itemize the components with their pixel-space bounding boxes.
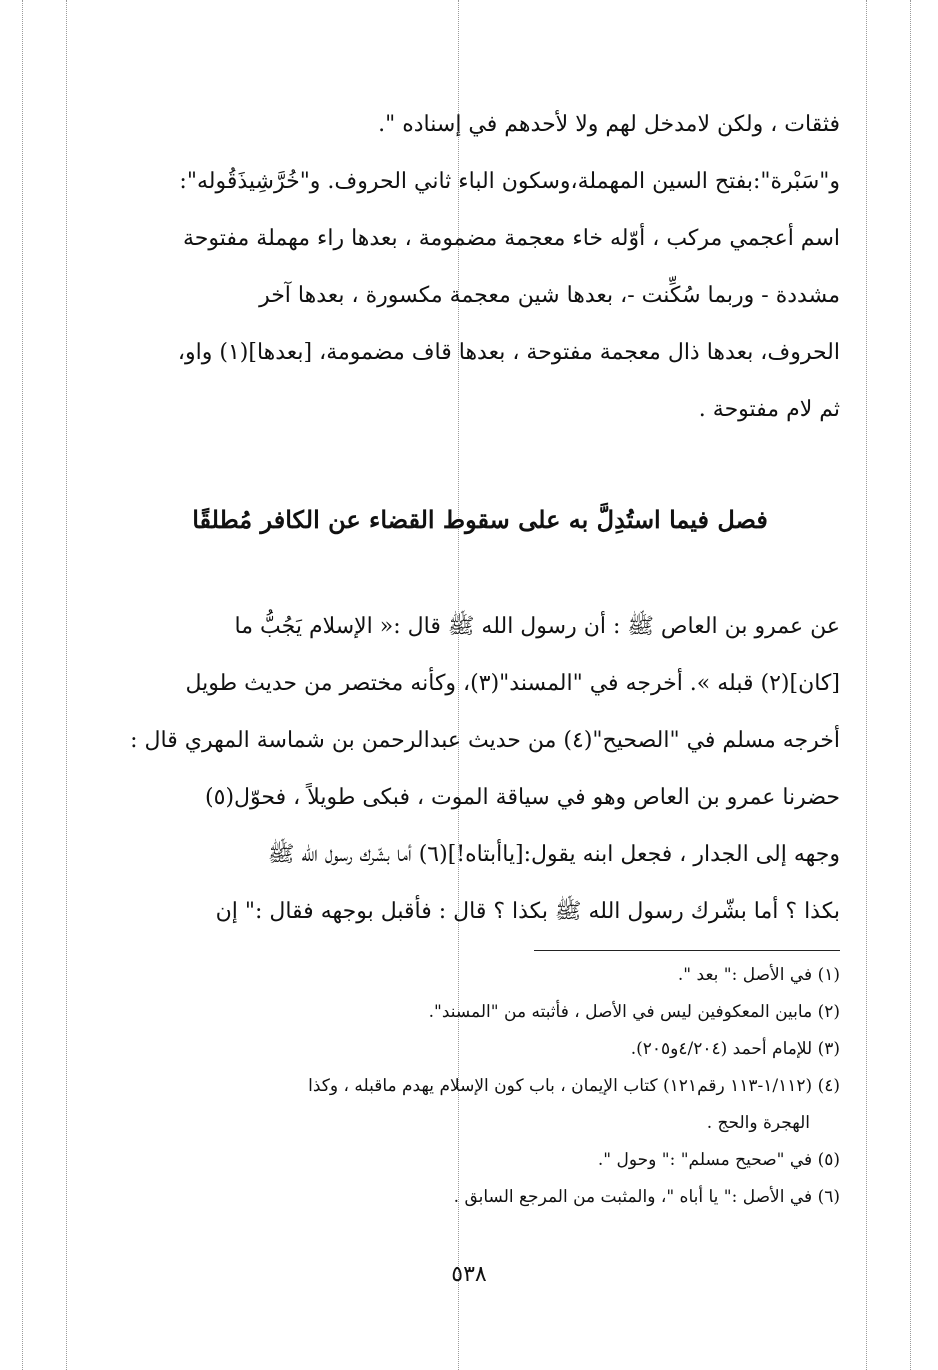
text-line: و"سَبْرة":بفتح السين المهملة،وسكون الباء ثاني الحروف. و"خُرَّشِيذَقُوله":	[179, 169, 840, 194]
text-line: وجهه إلى الجدار ، فجعل ابنه يقول:[ياأبتاه!](٦) أما بشّرك رسول الله ﷺ	[267, 842, 840, 867]
paragraph-sabra	[120, 96, 840, 438]
page-number: ٥٣٨	[451, 1262, 487, 1287]
section-heading: فصل فيما استُدِلَّ به على سقوط القضاء عن الكافر مُطلقًا	[192, 505, 768, 534]
page-guide-line	[22, 0, 23, 1370]
text-line: بكذا ؟ أما بشّرك رسول الله ﷺ بكذا ؟ قال : فأقبل بوجهه فقال :" إن	[215, 899, 840, 924]
text-line: الحروف، بعدها ذال معجمة مفتوحة ، بعدها قاف مضمومة، [بعدها](١) واو،	[177, 340, 840, 365]
footnote-continuation: الهجرة والحج .	[706, 1113, 810, 1133]
page-guide-line	[66, 0, 67, 1370]
text-line: ثم لام مفتوحة .	[698, 397, 840, 422]
footnote: (٢) مابين المعكوفين ليس في الأصل ، فأثبته من "المسند".	[428, 1002, 840, 1022]
text-line: عن عمرو بن العاص ﷺ : أن رسول الله ﷺ قال :« الإسلام يَجُبُّ ما	[234, 614, 840, 639]
footnote: (٥) في "صحيح مسلم" :" وحول ".	[597, 1150, 840, 1170]
text-line: [كان](٢) قبله ». أخرجه في "المسند"(٣)، وكأنه مختصر من حديث طويل	[185, 671, 840, 696]
page-guide-line	[910, 0, 911, 1370]
text-line: أخرجه مسلم في "الصحيح"(٤) من حديث عبدالرحمن بن شماسة المهري قال :	[130, 728, 840, 753]
footnote: (٦) في الأصل :" يا أباه "، والمثبت من المرجع السابق .	[453, 1187, 840, 1207]
text-line: اسم أعجمي مركب ، أوّله خاء معجمة مضمومة ، بعدها راء مهملة مفتوحة	[182, 226, 840, 251]
text-line: مشددة - وربما سُكِّنت -، بعدها شين معجمة مكسورة ، بعدها آخر	[259, 283, 840, 308]
footnote: (٤) (١/١١٢-١١٣ رقم١٢١) كتاب الإيمان ، باب كون الإسلام يهدم ماقبله ، وكذا	[308, 1076, 840, 1096]
page-guide-line	[866, 0, 867, 1370]
text-line: فثقات ، ولكن لامدخل لهم ولا لأحدهم في إسناده ".	[378, 112, 840, 137]
footnote-separator	[534, 950, 840, 951]
footnotes	[120, 957, 840, 1216]
paragraph-hadith	[120, 598, 840, 940]
footnote: (٣) للإمام أحمد (٤/٢٠٤و٢٠٥).	[630, 1039, 840, 1059]
text-line: حضرنا عمرو بن العاص وهو في سياقة الموت ، فبكى طويلاً ، فحوّل(٥)	[205, 785, 840, 810]
footnote: (١) في الأصل :" بعد ".	[677, 965, 840, 985]
book-page	[120, 96, 840, 1216]
